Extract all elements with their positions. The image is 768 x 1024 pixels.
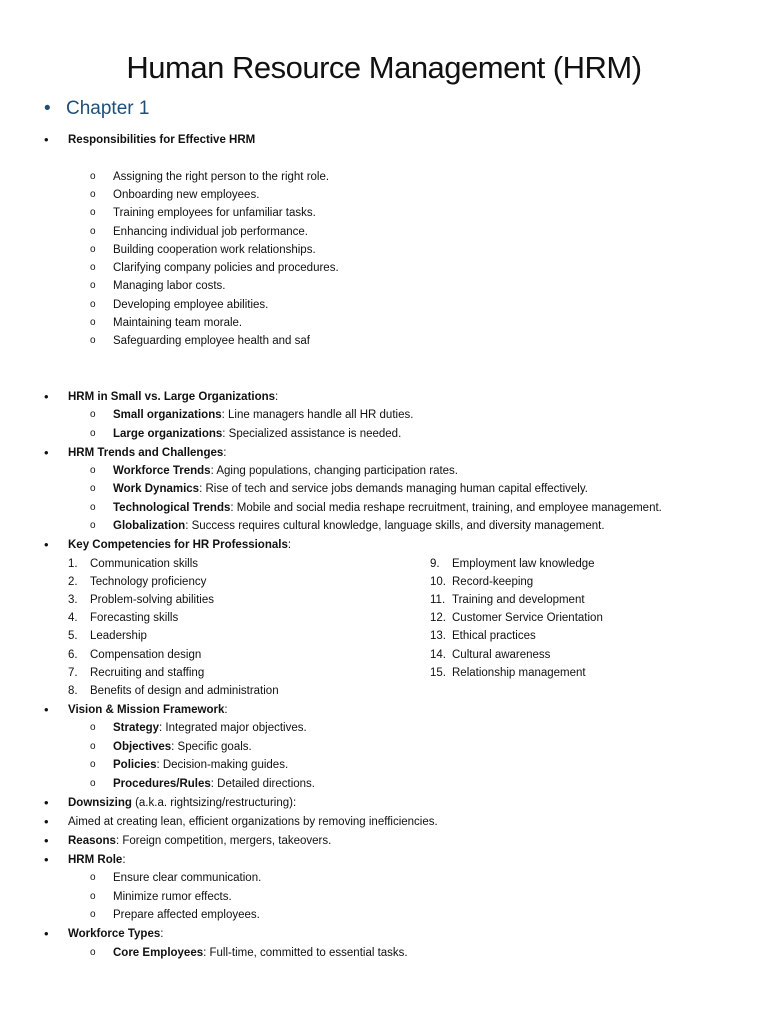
bullet-icon: • (44, 852, 49, 867)
bullet-icon: • (44, 537, 49, 552)
circle-bullet-icon: o (90, 428, 96, 439)
section-heading: Responsibilities for Effective HRM (68, 134, 256, 146)
section-heading: Key Competencies for HR Professionals (68, 539, 288, 551)
circle-bullet-icon: o (90, 299, 96, 310)
circle-bullet-icon: o (90, 520, 96, 531)
circle-bullet-icon: o (90, 189, 96, 200)
circle-bullet-icon: o (90, 244, 96, 255)
document-title: Human Resource Management (HRM) (126, 50, 642, 85)
circle-bullet-icon: o (90, 909, 96, 920)
bullet-icon: • (44, 814, 49, 829)
circle-bullet-icon: o (90, 280, 96, 291)
circle-bullet-icon: o (90, 722, 96, 733)
bullet-icon: • (44, 833, 49, 848)
circle-bullet-icon: o (90, 947, 96, 958)
circle-bullet-icon: o (90, 465, 96, 476)
circle-bullet-icon: o (90, 483, 96, 494)
circle-bullet-icon: o (90, 778, 96, 789)
section-heading: HRM Trends and Challenges (68, 447, 224, 459)
circle-bullet-icon: o (90, 741, 96, 752)
bullet-icon: • (44, 445, 49, 460)
bullet-icon: • (44, 926, 49, 941)
circle-bullet-icon: o (90, 502, 96, 513)
circle-bullet-icon: o (90, 335, 96, 346)
chapter-label: Chapter 1 (66, 98, 150, 119)
bullet-icon: • (44, 98, 51, 119)
circle-bullet-icon: o (90, 759, 96, 770)
circle-bullet-icon: o (90, 409, 96, 420)
bullet-icon: • (44, 132, 49, 147)
circle-bullet-icon: o (90, 207, 96, 218)
circle-bullet-icon: o (90, 891, 96, 902)
circle-bullet-icon: o (90, 317, 96, 328)
section-heading: HRM Role (68, 854, 123, 866)
chapter-heading (44, 98, 149, 120)
circle-bullet-icon: o (90, 171, 96, 182)
circle-bullet-icon: o (90, 226, 96, 237)
circle-bullet-icon: o (90, 262, 96, 273)
section-heading: HRM in Small vs. Large Organizations (68, 391, 276, 403)
section-heading: Vision & Mission Framework (68, 704, 225, 716)
bullet-icon: • (44, 389, 49, 404)
circle-bullet-icon: o (90, 872, 96, 883)
bullet-icon: • (44, 795, 49, 810)
section-heading: Workforce Types (68, 928, 161, 940)
bullet-icon: • (44, 702, 49, 717)
